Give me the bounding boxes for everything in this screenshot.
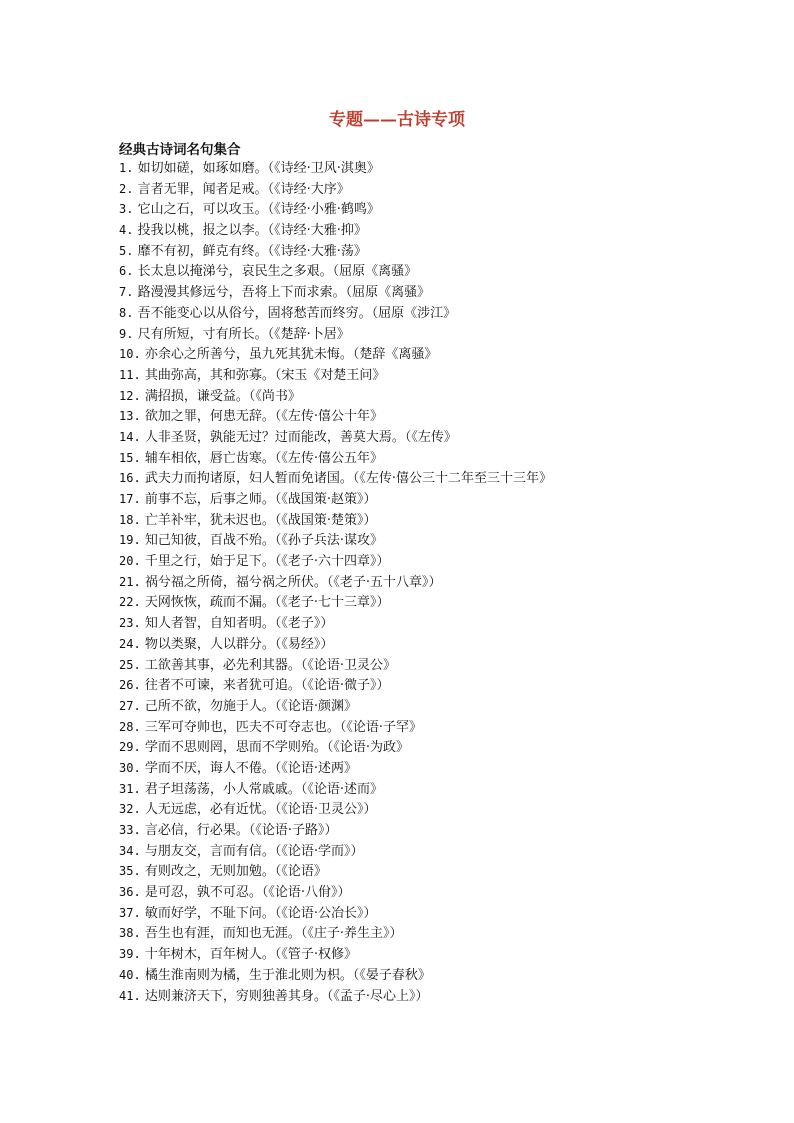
item-text: 尺有所短，寸有所长。（《楚辞·卜居》 bbox=[137, 326, 350, 342]
item-text: 物以类聚，人以群分。（《易经》） bbox=[144, 636, 334, 652]
item-text: 言者无罪，闻者足戒。（《诗经·大序》 bbox=[137, 181, 350, 197]
item-text: 是可忍，孰不可忍。（《论语·八佾》） bbox=[144, 885, 351, 901]
item-number: 18. bbox=[119, 512, 141, 527]
item-number: 27. bbox=[119, 698, 141, 713]
item-number: 13. bbox=[119, 409, 141, 424]
item-number: 37. bbox=[119, 905, 141, 920]
item-number: 6. bbox=[119, 264, 134, 279]
item-text: 学而不厌，诲人不倦。（《论语·述两》 bbox=[144, 760, 357, 776]
item-number: 4. bbox=[119, 223, 134, 238]
item-text: 靡不有初，鲜克有终。（《诗经·大雅·荡》 bbox=[137, 243, 367, 259]
list-item bbox=[119, 261, 759, 282]
item-text: 如切如磋，如琢如磨。（《诗经·卫风·淇奥》 bbox=[137, 161, 380, 176]
item-number: 36. bbox=[119, 885, 141, 900]
item-text: 有则改之，无则加勉。（《论语》 bbox=[144, 864, 327, 880]
item-text: 祸兮福之所倚，福兮祸之所伏。（《老子·五十八章》） bbox=[144, 574, 442, 590]
list-item bbox=[119, 324, 759, 345]
item-text: 知己知彼，百战不殆。（《孙子兵法·谋攻》 bbox=[144, 533, 383, 549]
item-text: 路漫漫其修远兮，吾将上下而求索。（屈原《离骚》 bbox=[137, 285, 431, 301]
item-number: 17. bbox=[119, 492, 141, 506]
item-number: 34. bbox=[119, 843, 141, 858]
item-text: 亦余心之所善兮，虽九死其犹未悔。（楚辞《离骚》 bbox=[144, 347, 438, 363]
item-number: 33. bbox=[119, 823, 141, 837]
list-item bbox=[119, 489, 759, 510]
list-item bbox=[119, 303, 759, 324]
list-item bbox=[119, 903, 759, 924]
item-number: 40. bbox=[119, 967, 141, 982]
quote-list bbox=[119, 158, 759, 1006]
item-number: 32. bbox=[119, 802, 141, 817]
list-item bbox=[119, 799, 759, 820]
item-text: 学而不思则罔，思而不学则殆。（《论语·为政》 bbox=[144, 740, 409, 756]
item-number: 29. bbox=[119, 740, 141, 755]
list-item bbox=[119, 572, 759, 593]
item-text: 辅车相依，唇亡齿寒。（《左传·僖公五年》 bbox=[144, 450, 383, 466]
list-item bbox=[119, 675, 759, 696]
list-item bbox=[119, 551, 759, 572]
item-number: 8. bbox=[119, 305, 134, 320]
item-number: 26. bbox=[119, 678, 141, 693]
item-text: 前事不忘，后事之师。（《战国策·赵策》） bbox=[144, 492, 377, 507]
list-item bbox=[119, 634, 759, 655]
item-number: 41. bbox=[119, 988, 141, 1003]
list-item bbox=[119, 386, 759, 407]
item-number: 10. bbox=[119, 347, 141, 362]
item-number: 38. bbox=[119, 926, 141, 941]
item-text: 三军可夺帅也，匹夫不可夺志也。（《论语·子罕》 bbox=[144, 719, 422, 735]
list-item bbox=[119, 923, 759, 944]
item-text: 其曲弥高，其和弥寡。（宋玉《对楚王问》 bbox=[144, 367, 386, 383]
item-number: 9. bbox=[119, 326, 134, 341]
list-item bbox=[119, 613, 759, 634]
list-item bbox=[119, 965, 759, 986]
list-item bbox=[119, 344, 759, 365]
list-item bbox=[119, 510, 759, 531]
list-item bbox=[119, 365, 759, 386]
item-number: 19. bbox=[119, 533, 141, 548]
item-text: 天网恢恢，疏而不漏。（《老子·七十三章》） bbox=[144, 595, 390, 611]
list-item bbox=[119, 592, 759, 613]
item-text: 工欲善其事，必先利其器。（《论语·卫灵公》 bbox=[144, 657, 396, 673]
list-item bbox=[119, 841, 759, 862]
item-number: 12. bbox=[119, 388, 141, 403]
item-text: 橘生淮南则为橘，生于淮北则为枳。（《晏子春秋》 bbox=[144, 967, 431, 983]
item-text: 往者不可谏，来者犹可追。（《论语·微子》） bbox=[144, 678, 390, 694]
item-number: 16. bbox=[119, 471, 141, 486]
list-item bbox=[119, 758, 759, 779]
item-text: 长太息以掩涕兮，哀民生之多艰。（屈原《离骚》 bbox=[137, 264, 418, 280]
item-number: 5. bbox=[119, 243, 134, 258]
item-number: 23. bbox=[119, 616, 141, 631]
item-number: 11. bbox=[119, 367, 141, 382]
item-text: 知人者智，自知者明。（《老子》） bbox=[144, 616, 334, 632]
item-text: 亡羊补牢，犹未迟也。（《战国策·楚策》） bbox=[144, 512, 377, 528]
item-number: 31. bbox=[119, 781, 141, 796]
item-number: 24. bbox=[119, 636, 141, 651]
list-item bbox=[119, 696, 759, 717]
list-item bbox=[119, 882, 759, 903]
item-number: 7. bbox=[119, 285, 134, 300]
list-item bbox=[119, 779, 759, 800]
page-title: 专题——古诗专项 bbox=[329, 110, 465, 130]
item-text: 它山之石，可以攻玉。（《诗经·小雅·鹤鸣》 bbox=[137, 202, 380, 218]
list-item bbox=[119, 468, 759, 489]
list-item bbox=[119, 717, 759, 738]
section-heading: 经典古诗词名句集合 bbox=[119, 142, 241, 158]
list-item bbox=[119, 986, 759, 1007]
item-number: 30. bbox=[119, 760, 141, 775]
item-text: 人非圣贤，孰能无过？过而能改，善莫大焉。（《左传》 bbox=[144, 429, 457, 445]
item-text: 达则兼济天下，穷则独善其身。（《孟子·尽心上》） bbox=[144, 988, 429, 1004]
item-text: 欲加之罪，何患无辞。（《左传·僖公十年》 bbox=[144, 409, 383, 425]
item-text: 与朋友交，言而有信。（《论语·学而》） bbox=[144, 843, 364, 859]
list-item bbox=[119, 158, 759, 179]
item-number: 14. bbox=[119, 429, 141, 444]
list-item bbox=[119, 282, 759, 303]
item-text: 千里之行，始于足下。（《老子·六十四章》） bbox=[144, 554, 390, 570]
list-item bbox=[119, 448, 759, 469]
item-number: 39. bbox=[119, 947, 141, 962]
item-number: 25. bbox=[119, 657, 141, 672]
item-text: 敏而好学，不耻下问。（《论语·公冶长》） bbox=[144, 905, 377, 921]
item-number: 2. bbox=[119, 181, 134, 196]
item-number: 35. bbox=[119, 864, 141, 879]
item-text: 武夫力而拘诸原，妇人暂而免诸国。（《左传·僖公三十二年至三十三年》 bbox=[144, 471, 552, 487]
list-item bbox=[119, 220, 759, 241]
item-text: 吾不能变心以从俗兮，固将愁苦而终穷。（屈原《涉江》 bbox=[137, 305, 457, 321]
list-item bbox=[119, 737, 759, 758]
list-item bbox=[119, 861, 759, 882]
item-text: 十年树木，百年树人。（《管子·权修》 bbox=[144, 947, 357, 963]
list-item bbox=[119, 655, 759, 676]
list-item bbox=[119, 199, 759, 220]
item-text: 君子坦荡荡，小人常戚戚。（《论语·述而》 bbox=[144, 781, 383, 797]
item-text: 投我以桃，报之以李。（《诗经·大雅·抑》 bbox=[137, 223, 367, 239]
item-number: 3. bbox=[119, 202, 134, 217]
item-number: 22. bbox=[119, 595, 141, 610]
item-number: 21. bbox=[119, 574, 141, 589]
item-text: 满招损，谦受益。（《尚书》 bbox=[144, 388, 301, 404]
item-number: 15. bbox=[119, 450, 141, 465]
list-item bbox=[119, 530, 759, 551]
item-number: 1. bbox=[119, 161, 134, 175]
item-number: 20. bbox=[119, 554, 141, 569]
item-text: 人无远虑，必有近忧。（《论语·卫灵公》） bbox=[144, 802, 377, 818]
list-item bbox=[119, 820, 759, 841]
list-item bbox=[119, 406, 759, 427]
list-item bbox=[119, 241, 759, 262]
item-text: 吾生也有涯，而知也无涯。（《庄子·养生主》） bbox=[144, 926, 403, 942]
list-item bbox=[119, 944, 759, 965]
item-text: 己所不欲，勿施于人。（《论语·颜渊》 bbox=[144, 698, 357, 714]
item-number: 28. bbox=[119, 719, 141, 734]
item-text: 言必信，行必果。（《论语·子路》） bbox=[144, 823, 338, 838]
list-item bbox=[119, 427, 759, 448]
list-item bbox=[119, 179, 759, 200]
